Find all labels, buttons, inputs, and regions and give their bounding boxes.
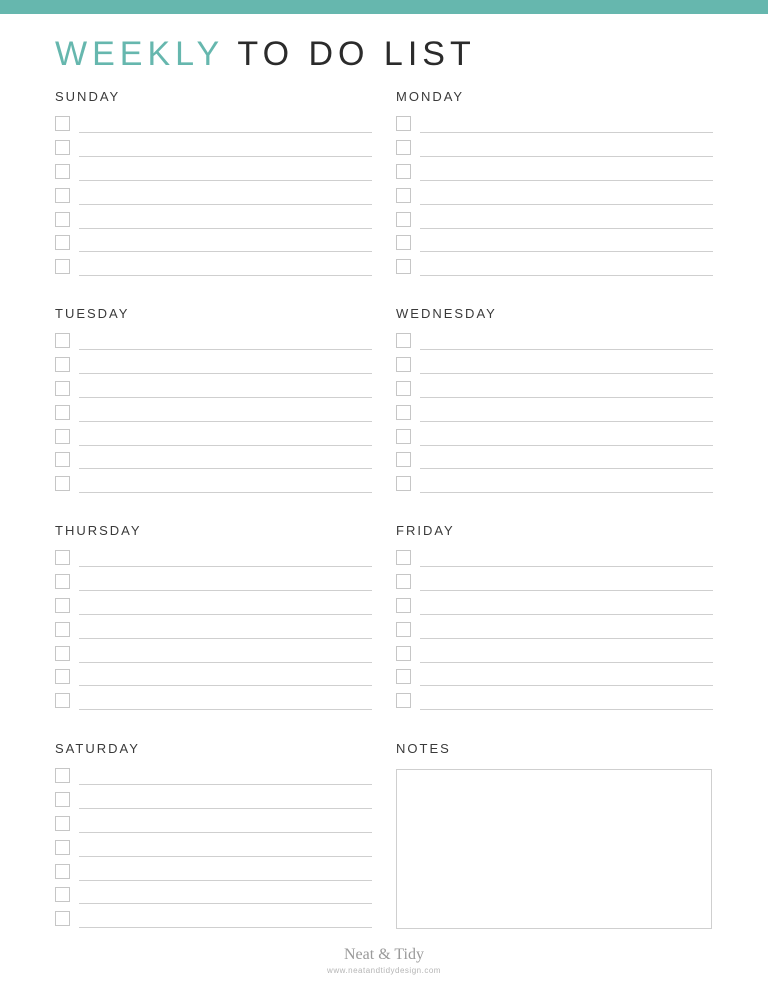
day-section-sunday bbox=[55, 89, 372, 105]
task-row bbox=[396, 693, 713, 717]
task-row bbox=[396, 188, 713, 212]
task-row bbox=[396, 574, 713, 598]
task-row bbox=[55, 911, 372, 935]
task-row bbox=[55, 333, 372, 357]
task-row bbox=[396, 669, 713, 693]
task-line[interactable] bbox=[79, 638, 372, 639]
task-line[interactable] bbox=[420, 685, 713, 686]
task-checkbox[interactable] bbox=[55, 792, 70, 807]
task-line[interactable] bbox=[79, 180, 372, 181]
task-row bbox=[55, 864, 372, 888]
task-checkbox[interactable] bbox=[396, 381, 411, 396]
task-line[interactable] bbox=[79, 662, 372, 663]
task-line[interactable] bbox=[420, 590, 713, 591]
task-row bbox=[396, 646, 713, 670]
website-url: www.neatandtidydesign.com bbox=[327, 966, 441, 975]
task-checkbox[interactable] bbox=[55, 333, 70, 348]
task-row bbox=[396, 164, 713, 188]
task-row bbox=[55, 622, 372, 646]
task-row bbox=[55, 381, 372, 405]
task-line[interactable] bbox=[79, 566, 372, 567]
notes-title: NOTES bbox=[396, 741, 451, 756]
task-row bbox=[396, 381, 713, 405]
task-checkbox[interactable] bbox=[55, 357, 70, 372]
task-line[interactable] bbox=[79, 156, 372, 157]
task-line[interactable] bbox=[79, 685, 372, 686]
task-row bbox=[55, 768, 372, 792]
task-row bbox=[55, 140, 372, 164]
task-checkbox[interactable] bbox=[396, 669, 411, 684]
task-checkbox[interactable] bbox=[396, 116, 411, 131]
notes-box[interactable] bbox=[396, 769, 712, 929]
task-line[interactable] bbox=[420, 638, 713, 639]
task-checkbox[interactable] bbox=[396, 188, 411, 203]
task-row bbox=[396, 259, 713, 283]
task-checkbox[interactable] bbox=[55, 598, 70, 613]
task-line[interactable] bbox=[79, 927, 372, 928]
task-checkbox[interactable] bbox=[55, 235, 70, 250]
task-line[interactable] bbox=[420, 373, 713, 374]
task-line[interactable] bbox=[420, 251, 713, 252]
task-checkbox[interactable] bbox=[55, 768, 70, 783]
day-title: FRIDAY bbox=[396, 523, 455, 538]
task-checkbox[interactable] bbox=[55, 164, 70, 179]
day-title: THURSDAY bbox=[55, 523, 142, 538]
task-row bbox=[55, 887, 372, 911]
task-row bbox=[55, 164, 372, 188]
day-section-tuesday bbox=[55, 306, 372, 322]
task-checkbox[interactable] bbox=[55, 574, 70, 589]
task-line[interactable] bbox=[420, 468, 713, 469]
task-checkbox[interactable] bbox=[55, 840, 70, 855]
task-checkbox[interactable] bbox=[55, 212, 70, 227]
task-row bbox=[396, 116, 713, 140]
task-checkbox[interactable] bbox=[396, 574, 411, 589]
task-line[interactable] bbox=[79, 349, 372, 350]
brand-name: Neat & Tidy bbox=[343, 946, 424, 963]
task-line[interactable] bbox=[79, 784, 372, 785]
task-checkbox[interactable] bbox=[55, 405, 70, 420]
task-row bbox=[396, 429, 713, 453]
day-section-thursday bbox=[55, 523, 372, 539]
task-row bbox=[396, 622, 713, 646]
task-checkbox[interactable] bbox=[55, 816, 70, 831]
task-row bbox=[396, 405, 713, 429]
task-row bbox=[55, 816, 372, 840]
task-row bbox=[55, 429, 372, 453]
task-line[interactable] bbox=[420, 614, 713, 615]
task-line[interactable] bbox=[79, 373, 372, 374]
task-checkbox[interactable] bbox=[396, 646, 411, 661]
task-row bbox=[55, 669, 372, 693]
task-checkbox[interactable] bbox=[396, 476, 411, 491]
task-checkbox[interactable] bbox=[396, 164, 411, 179]
task-line[interactable] bbox=[420, 228, 713, 229]
day-title: SUNDAY bbox=[55, 89, 121, 104]
day-section-wednesday bbox=[396, 306, 713, 322]
task-list bbox=[55, 550, 372, 717]
day-title: WEDNESDAY bbox=[396, 306, 497, 321]
task-checkbox[interactable] bbox=[396, 550, 411, 565]
task-checkbox[interactable] bbox=[396, 693, 411, 708]
task-checkbox[interactable] bbox=[55, 693, 70, 708]
task-row bbox=[396, 212, 713, 236]
task-line[interactable] bbox=[420, 445, 713, 446]
task-row bbox=[396, 550, 713, 574]
task-checkbox[interactable] bbox=[55, 864, 70, 879]
task-row bbox=[396, 598, 713, 622]
task-list bbox=[396, 333, 713, 500]
task-row bbox=[55, 357, 372, 381]
task-line[interactable] bbox=[420, 662, 713, 663]
task-row bbox=[55, 212, 372, 236]
task-checkbox[interactable] bbox=[396, 598, 411, 613]
task-row bbox=[396, 452, 713, 476]
task-line[interactable] bbox=[79, 856, 372, 857]
day-title: SATURDAY bbox=[55, 741, 140, 756]
task-line[interactable] bbox=[420, 180, 713, 181]
task-row bbox=[396, 235, 713, 259]
title-rest: TO DO LIST bbox=[237, 35, 476, 73]
task-line[interactable] bbox=[79, 880, 372, 881]
task-list bbox=[396, 550, 713, 717]
task-list bbox=[396, 116, 713, 283]
task-checkbox[interactable] bbox=[55, 429, 70, 444]
task-checkbox[interactable] bbox=[55, 381, 70, 396]
task-list bbox=[55, 333, 372, 500]
task-row bbox=[396, 476, 713, 500]
task-row bbox=[55, 598, 372, 622]
task-list bbox=[55, 768, 372, 935]
task-checkbox[interactable] bbox=[55, 911, 70, 926]
task-row bbox=[55, 235, 372, 259]
page-title bbox=[55, 34, 476, 74]
task-checkbox[interactable] bbox=[396, 259, 411, 274]
task-checkbox[interactable] bbox=[396, 429, 411, 444]
day-section-friday bbox=[396, 523, 713, 539]
task-row bbox=[55, 476, 372, 500]
task-list bbox=[55, 116, 372, 283]
task-line[interactable] bbox=[420, 566, 713, 567]
task-line[interactable] bbox=[420, 397, 713, 398]
day-title: TUESDAY bbox=[55, 306, 130, 321]
task-row bbox=[55, 792, 372, 816]
task-row bbox=[396, 140, 713, 164]
title-accent: WEEKLY bbox=[55, 35, 224, 73]
task-line[interactable] bbox=[420, 709, 713, 710]
task-line[interactable] bbox=[420, 349, 713, 350]
task-line[interactable] bbox=[79, 492, 372, 493]
day-section-saturday bbox=[55, 741, 372, 757]
task-line[interactable] bbox=[79, 251, 372, 252]
task-row bbox=[55, 840, 372, 864]
task-checkbox[interactable] bbox=[55, 646, 70, 661]
task-checkbox[interactable] bbox=[55, 188, 70, 203]
task-line[interactable] bbox=[420, 421, 713, 422]
task-row bbox=[55, 452, 372, 476]
top-accent-bar bbox=[0, 0, 768, 14]
task-line[interactable] bbox=[79, 468, 372, 469]
task-checkbox[interactable] bbox=[396, 452, 411, 467]
task-line[interactable] bbox=[79, 709, 372, 710]
task-line[interactable] bbox=[79, 132, 372, 133]
task-line[interactable] bbox=[79, 590, 372, 591]
task-line[interactable] bbox=[420, 275, 713, 276]
task-line[interactable] bbox=[79, 421, 372, 422]
task-checkbox[interactable] bbox=[396, 140, 411, 155]
notes-section bbox=[396, 741, 713, 757]
task-checkbox[interactable] bbox=[55, 622, 70, 637]
task-line[interactable] bbox=[420, 156, 713, 157]
task-line[interactable] bbox=[79, 228, 372, 229]
task-row bbox=[55, 574, 372, 598]
task-row bbox=[55, 405, 372, 429]
task-row bbox=[55, 550, 372, 574]
task-checkbox[interactable] bbox=[55, 452, 70, 467]
task-row bbox=[396, 357, 713, 381]
task-line[interactable] bbox=[420, 132, 713, 133]
task-checkbox[interactable] bbox=[55, 669, 70, 684]
task-checkbox[interactable] bbox=[55, 116, 70, 131]
task-checkbox[interactable] bbox=[55, 476, 70, 491]
task-row bbox=[55, 259, 372, 283]
task-checkbox[interactable] bbox=[55, 550, 70, 565]
task-line[interactable] bbox=[79, 275, 372, 276]
task-checkbox[interactable] bbox=[396, 235, 411, 250]
task-line[interactable] bbox=[79, 614, 372, 615]
day-title: MONDAY bbox=[396, 89, 465, 104]
task-checkbox[interactable] bbox=[55, 887, 70, 902]
task-checkbox[interactable] bbox=[396, 622, 411, 637]
task-line[interactable] bbox=[79, 903, 372, 904]
task-line[interactable] bbox=[79, 204, 372, 205]
task-line[interactable] bbox=[79, 808, 372, 809]
task-line[interactable] bbox=[420, 492, 713, 493]
day-section-monday bbox=[396, 89, 713, 105]
task-line[interactable] bbox=[79, 445, 372, 446]
task-checkbox[interactable] bbox=[396, 405, 411, 420]
task-checkbox[interactable] bbox=[396, 333, 411, 348]
task-row bbox=[55, 646, 372, 670]
task-row bbox=[55, 693, 372, 717]
task-line[interactable] bbox=[79, 397, 372, 398]
task-row bbox=[55, 188, 372, 212]
task-checkbox[interactable] bbox=[55, 259, 70, 274]
task-line[interactable] bbox=[79, 832, 372, 833]
task-line[interactable] bbox=[420, 204, 713, 205]
task-checkbox[interactable] bbox=[396, 212, 411, 227]
task-row bbox=[396, 333, 713, 357]
task-row bbox=[55, 116, 372, 140]
task-checkbox[interactable] bbox=[55, 140, 70, 155]
task-checkbox[interactable] bbox=[396, 357, 411, 372]
